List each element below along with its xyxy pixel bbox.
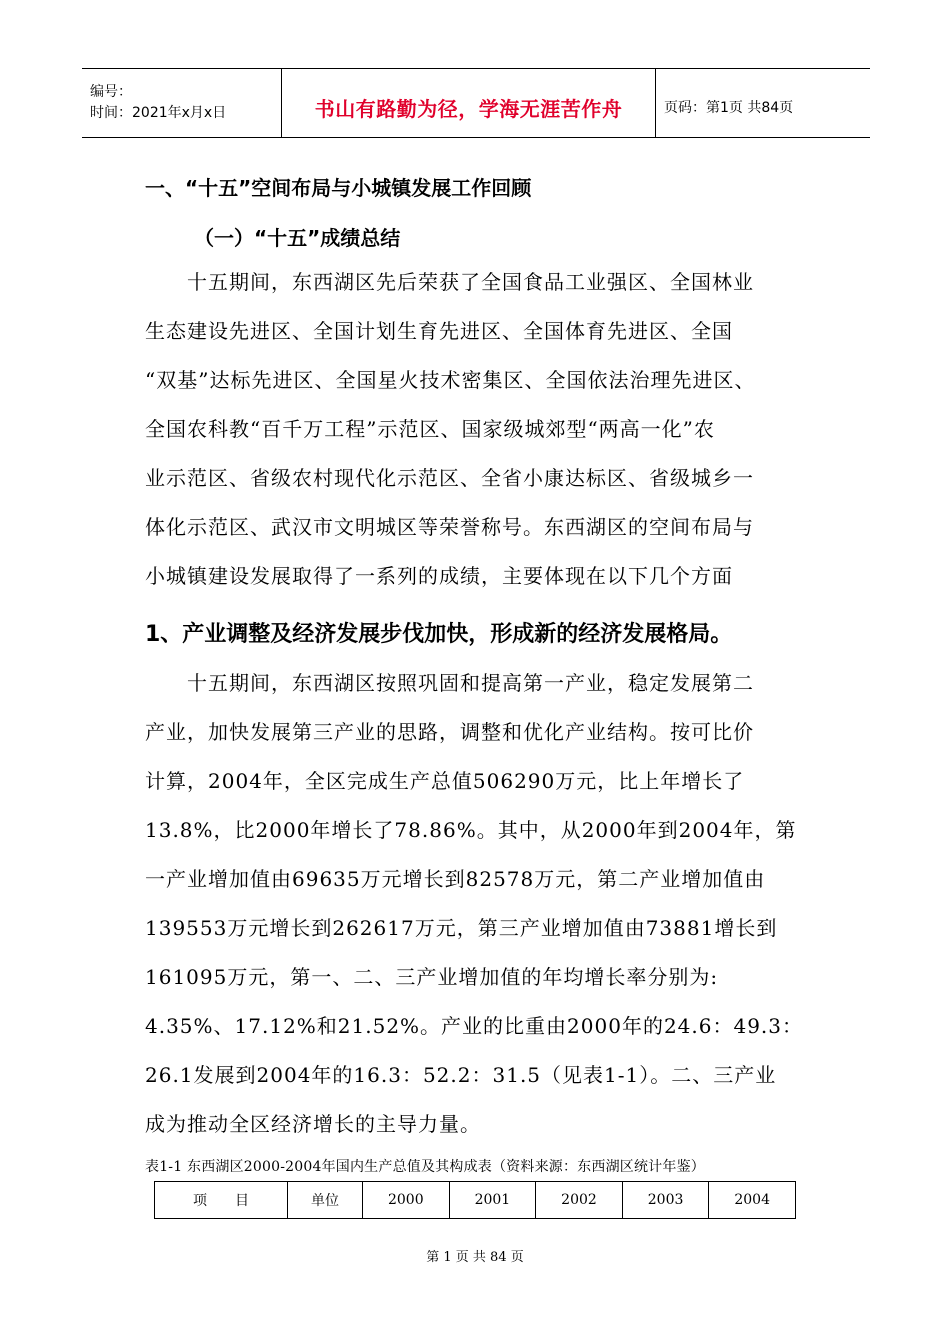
table-header-cell: 2002 xyxy=(536,1182,623,1219)
paragraph-line: 计算，2004年，全区完成生产总值506290万元，比上年增长了 xyxy=(145,769,745,793)
table-header-cell: 2004 xyxy=(709,1182,796,1219)
table-header-cell: 单位 xyxy=(288,1182,363,1219)
paragraph-achievements xyxy=(145,258,805,601)
paragraph-line: 全国农科教“百千万工程”示范区、国家级城郊型“两高一化”农 xyxy=(145,417,715,441)
header-motto: 书山有路勤为径，学海无涯苦作舟 xyxy=(314,96,623,121)
paragraph-line: 十五期间，东西湖区先后荣获了全国食品工业强区、全国林业 xyxy=(145,270,754,294)
paragraph-economy xyxy=(145,659,805,1149)
paragraph-line: 161095万元，第一、二、三产业增加值的年均增长率分别为: xyxy=(145,965,719,989)
paragraph-line: 一产业增加值由69635万元增长到82578万元，第二产业增加值由 xyxy=(145,867,766,891)
paragraph-line: 小城镇建设发展取得了一系列的成绩，主要体现在以下几个方面 xyxy=(145,564,733,588)
header-code: 编号： xyxy=(90,84,132,100)
header-motto-cell xyxy=(282,69,656,137)
header-page-info: 页码：第1页 共84页 xyxy=(664,100,794,116)
paragraph-line: 139553万元增长到262617万元，第三产业增加值由73881增长到 xyxy=(145,916,778,940)
paragraph-line: 业示范区、省级农村现代化示范区、全省小康达标区、省级城乡一 xyxy=(145,466,754,490)
paragraph-line: 成为推动全区经济增长的主导力量。 xyxy=(145,1112,481,1136)
table-caption: 表1-1 东西湖区2000-2004年国内生产总值及其构成表（资料来源：东西湖区统计年鉴） xyxy=(145,1159,705,1175)
page-header xyxy=(82,68,870,138)
section-heading: 一、“十五”空间布局与小城镇发展工作回顾 xyxy=(145,176,532,200)
paragraph-line: 生态建设先进区、全国计划生育先进区、全国体育先进区、全国 xyxy=(145,319,733,343)
paragraph-line: 4.35%、17.12%和21.52%。产业的比重由2000年的24.6：49.3： xyxy=(145,1014,804,1038)
paragraph-line: 产业，加快发展第三产业的思路，调整和优化产业结构。按可比价 xyxy=(145,720,754,744)
paragraph-line: 13.8%，比2000年增长了78.86%。其中，从2000年到2004年，第 xyxy=(145,818,797,842)
gdp-table xyxy=(154,1181,796,1219)
table-header-cell: 2000 xyxy=(363,1182,450,1219)
table-header-cell: 项 目 xyxy=(155,1182,288,1219)
table-header-cell: 2003 xyxy=(622,1182,709,1219)
header-date: 时间：2021年x月x日 xyxy=(90,105,227,121)
table-header-row xyxy=(155,1182,796,1219)
subsection-heading: （一）“十五”成绩总结 xyxy=(194,226,401,250)
header-meta xyxy=(82,69,282,137)
paragraph-line: 26.1发展到2004年的16.3：52.2：31.5（见表1-1）。二、三产业 xyxy=(145,1063,777,1087)
page-footer: 第 1 页 共 84 页 xyxy=(426,1250,524,1265)
paragraph-line: 体化示范区、武汉市文明城区等荣誉称号。东西湖区的空间布局与 xyxy=(145,515,754,539)
paragraph-line: “双基”达标先进区、全国星火技术密集区、全国依法治理先进区、 xyxy=(145,368,756,392)
point-heading: 1、产业调整及经济发展步伐加快，形成新的经济发展格局。 xyxy=(145,622,733,647)
paragraph-line: 十五期间，东西湖区按照巩固和提高第一产业，稳定发展第二 xyxy=(145,671,754,695)
table-header-cell: 2001 xyxy=(449,1182,536,1219)
